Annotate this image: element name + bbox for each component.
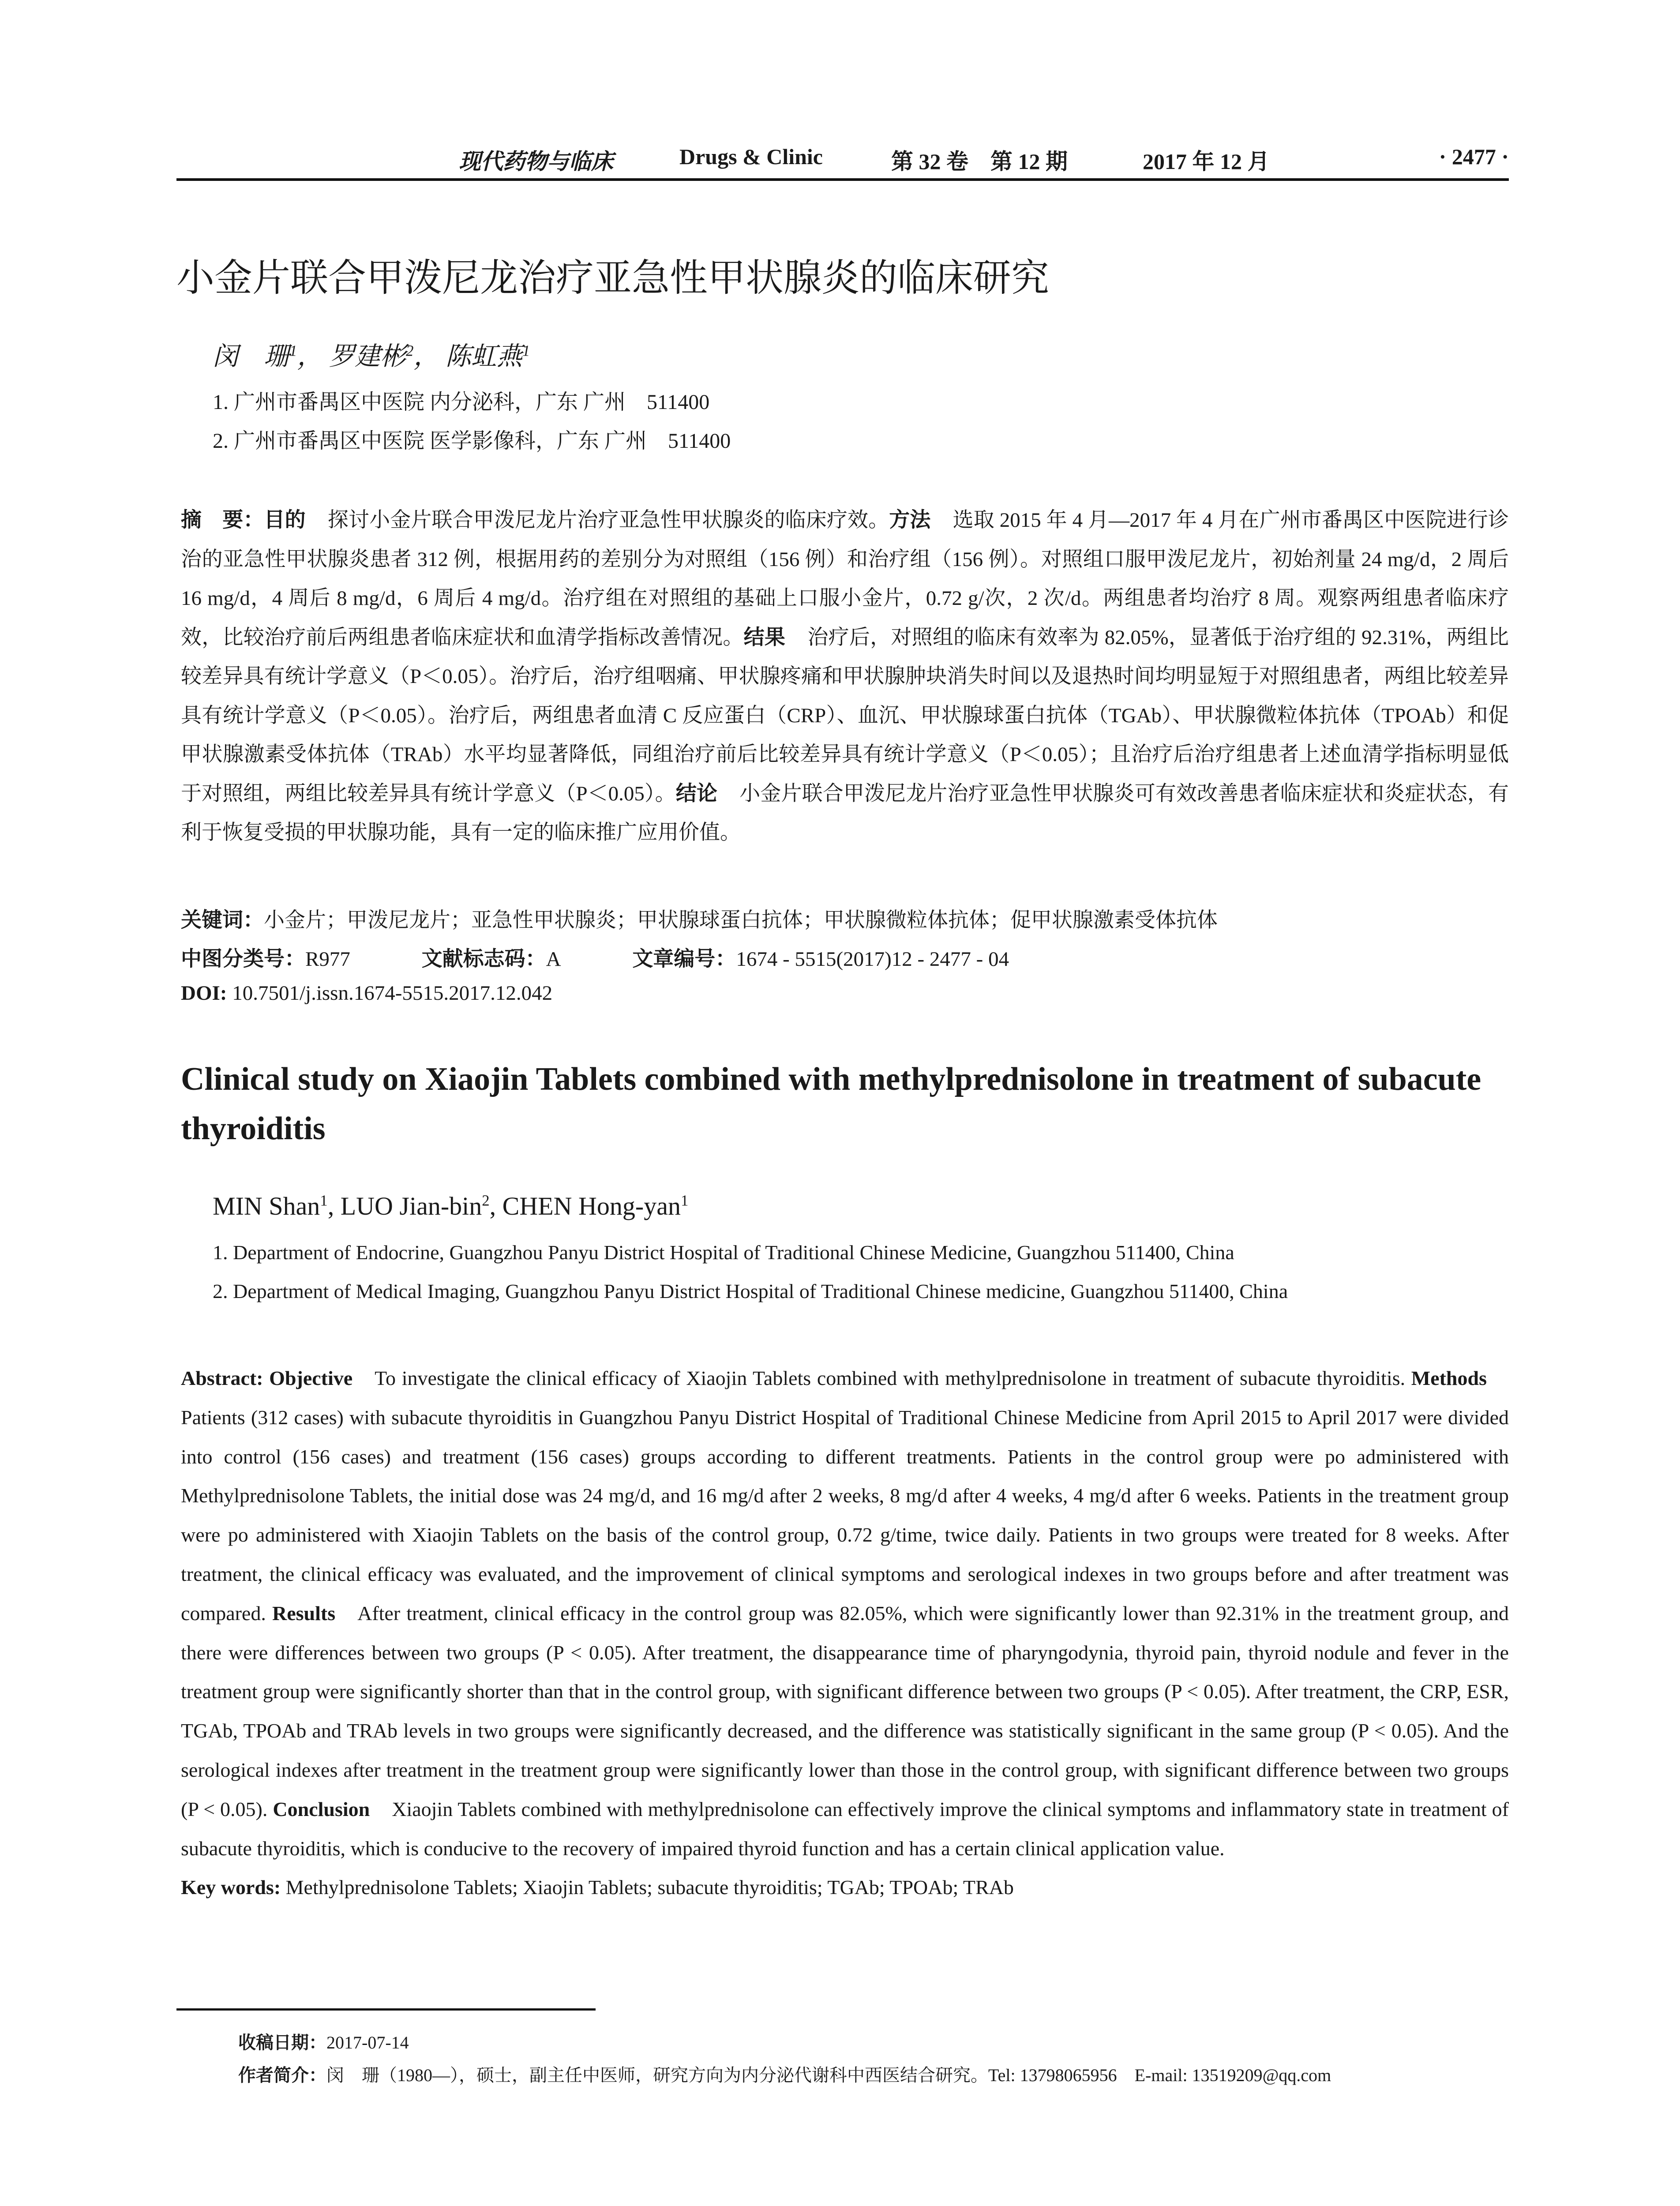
keywords-cn: [181, 904, 1218, 933]
articleno-value: 1674 - 5515(2017)12 - 2477 - 04: [736, 948, 1009, 971]
affiliation-en-2: 2. Department of Medical Imaging, Guangzhou Panyu District Hospital of Traditional Chinese medicine, Guangzhou 511400, China: [213, 1280, 1288, 1302]
received-label: 收稿日期：: [238, 2033, 326, 2053]
journal-name-cn: 现代药物与临床: [459, 149, 613, 174]
results-label: 结果: [743, 625, 786, 649]
clc-label: 中图分类号：: [181, 947, 305, 971]
author-affil-mark: 2: [405, 342, 414, 360]
author-name: 闵 珊: [213, 342, 290, 371]
running-header: [176, 140, 1509, 181]
results-text: 治疗后，对照组的临床有效率为 82.05%，显著低于治疗组的 92.31%，两组比较差异具有统计学意义（P＜0.05）。治疗后，治疗组咽痛、甲状腺疼痛和甲状腺肿块消失时间以及退热时间均明显短于对照组患者，两组比较差异具有统计学意义（P＜0.05）。治疗后，两组患者血清 C 反应蛋白（CRP）、血沉、甲状腺球蛋白抗体（TGAb）、甲状腺微粒体抗体（TPOAb）和促甲状腺激素受体抗体（TRAb）水平均显著降低，同组治疗前后比较差异具有统计学意义（P＜0.05）；且治疗后治疗组患者上述血清学指标明显低于对照组，两组比较差异具有统计学意义（P＜0.05）。: [181, 626, 1509, 805]
author-name: 陈虹燕: [445, 342, 522, 371]
classification-line: [181, 942, 1009, 972]
abstract-label: Abstract:: [181, 1367, 263, 1389]
page-number: · 2477 ·: [1439, 144, 1509, 169]
title-en: Clinical study on Xiaojin Tablets combined with methylprednisolone in treatment of subacute thyroiditis: [181, 1061, 1481, 1147]
methods-label: Methods: [1411, 1367, 1487, 1389]
conclusion-label: 结论: [675, 781, 718, 806]
author-name: MIN Shan: [213, 1192, 320, 1220]
author-name: 罗建彬: [329, 342, 406, 371]
clc-value: R977: [305, 948, 350, 971]
abstract-en: [181, 1359, 1509, 1907]
results-label: Results: [272, 1602, 336, 1624]
objective-label: Objective: [269, 1367, 353, 1389]
journal-name-en: Drugs & Clinic: [679, 144, 823, 169]
keywords-label: 关键词：: [181, 908, 264, 932]
footnote-rule: [176, 2008, 596, 2011]
authors-cn: 闵 珊$^1$， 罗建彬$^2$， 陈虹燕$^1$: [213, 342, 530, 371]
footnote-author: [238, 2061, 1331, 2086]
footnote-received: [238, 2029, 409, 2054]
author-affil-mark: 1: [320, 1192, 328, 1209]
articleno-label: 文章编号：: [632, 947, 736, 971]
results-text: After treatment, clinical efficacy in the control group was 82.05%, which were significantly lower than 92.31% in the treatment group, and there were differences between two groups (P < 0.05). After treatment, the disappearance time of pharyngodynia, thyroid pain, thyroid nodule and fever in the treatment group were significantly shorter than that in the control group, with significant difference between two groups (P < 0.05). After treatment, the CRP, ESR, TGAb, TPOAb and TRAb levels in two groups were significantly decreased, and the difference was statistically significant in the same group (P < 0.05). And the serological indexes after treatment in the treatment group were significantly lower than those in the control group, with significant difference between two groups (P < 0.05).: [181, 1602, 1509, 1820]
abstract-label: 摘 要：: [181, 508, 264, 532]
received-date: 2017-07-14: [326, 2033, 409, 2052]
affiliation-cn-1: 1. 广州市番禺区中医院 内分泌科，广东 广州 511400: [213, 390, 710, 414]
methods-label: 方法: [889, 508, 931, 532]
author-affil-mark: 1: [681, 1192, 689, 1209]
doccode-label: 文献标志码：: [421, 947, 546, 971]
author-affil-mark: 2: [482, 1192, 490, 1209]
conclusion-label: Conclusion: [273, 1797, 370, 1820]
author-name: LUO Jian-bin: [340, 1192, 482, 1220]
objective-text: To investigate the clinical efficacy of Xiaojin Tablets combined with methylprednisolone in treatment of subacute thyroiditis.: [375, 1367, 1406, 1389]
objective-text: 探讨小金片联合甲泼尼龙片治疗亚急性甲状腺炎的临床疗效。: [327, 509, 889, 532]
doi-line: [181, 981, 552, 1005]
authors-en: MIN Shan$^1$, LUO Jian-bin$^2$, CHEN Hong-yan$^1$: [213, 1192, 689, 1220]
keywords-text: 小金片；甲泼尼龙片；亚急性甲状腺炎；甲状腺球蛋白抗体；甲状腺微粒体抗体；促甲状腺激素受体抗体: [264, 909, 1218, 932]
methods-text: 选取 2015 年 4 月—2017 年 4 月在广州市番禺区中医院进行诊治的亚急性甲状腺炎患者 312 例，根据用药的差别分为对照组（156 例）和治疗组（156 例）。对照组口服甲泼尼龙片，初始剂量 24 mg/d，2 周后 16 mg/d，4 周后 8 mg/d，6 周后 4 mg/d。治疗组在对照组的基础上口服小金片，0.72 g/次，2 次/d。两组患者均治疗 8 周。观察两组患者临床疗效，比较治疗前后两组患者临床症状和血清学指标改善情况。: [181, 509, 1509, 649]
methods-text: Patients (312 cases) with subacute thyroiditis in Guangzhou Panyu District Hospital of Traditional Chinese Medicine from April 2015 to April 2017 were divided into control (156 cases) and treatment (156 cases) groups according to different treatments. Patients in the control group were po administered with Methylprednisolone Tablets, the initial dose was 24 mg/d, and 16 mg/d after 2 weeks, 8 mg/d after 4 weeks, 4 mg/d after 6 weeks. Patients in the treatment group were po administered with Xiaojin Tablets on the basis of the control group, 0.72 g/time, twice daily. Patients in two groups were treated for 8 weeks. After treatment, the clinical efficacy was evaluated, and the improvement of clinical symptoms and serological indexes in two groups before and after treatment was compared.: [181, 1406, 1509, 1624]
affiliation-cn-2: 2. 广州市番禺区中医院 医学影像科，广东 广州 511400: [213, 429, 731, 453]
doi-label: DOI:: [181, 982, 227, 1005]
author-name: CHEN Hong-yan: [502, 1192, 681, 1220]
issue-date: 2017 年 12 月: [1143, 149, 1270, 174]
author-affil-mark: 1: [522, 342, 530, 360]
doi-value: 10.7501/j.issn.1674-5515.2017.12.042: [232, 982, 553, 1005]
objective-label: 目的: [264, 508, 306, 532]
conclusion-text: Xiaojin Tablets combined with methylprednisolone can effectively improve the clinical symptoms and inflammatory state in treatment of subacute thyroiditis, which is conducive to the recovery of impaired thyroid function and has a certain clinical application value.: [181, 1797, 1509, 1860]
affiliation-en-1: 1. Department of Endocrine, Guangzhou Panyu District Hospital of Traditional Chinese Medicine, Guangzhou 511400, China: [213, 1241, 1234, 1264]
doccode-value: A: [546, 948, 561, 971]
conclusion-text: 小金片联合甲泼尼龙片治疗亚急性甲状腺炎可有效改善患者临床症状和炎症状态，有利于恢复受损的甲状腺功能，具有一定的临床推广应用价值。: [181, 782, 1509, 844]
keywords-text: Methylprednisolone Tablets; Xiaojin Tablets; subacute thyroiditis; TGAb; TPOAb; TRAb: [285, 1876, 1014, 1899]
author-affil-mark: 1: [289, 342, 297, 360]
abstract-cn: [181, 501, 1509, 852]
volume-issue: 第 32 卷 第 12 期: [891, 149, 1068, 174]
author-bio-label: 作者简介：: [238, 2065, 326, 2086]
title-cn: 小金片联合甲泼尼龙治疗亚急性甲状腺炎的临床研究: [176, 256, 1049, 300]
author-bio: 闵 珊（1980—），硕士，副主任中医师，研究方向为内分泌代谢科中西医结合研究。Tel: 13798065956 E-mail: 13519209@qq.com: [326, 2065, 1331, 2085]
keywords-label: Key words:: [181, 1876, 281, 1899]
